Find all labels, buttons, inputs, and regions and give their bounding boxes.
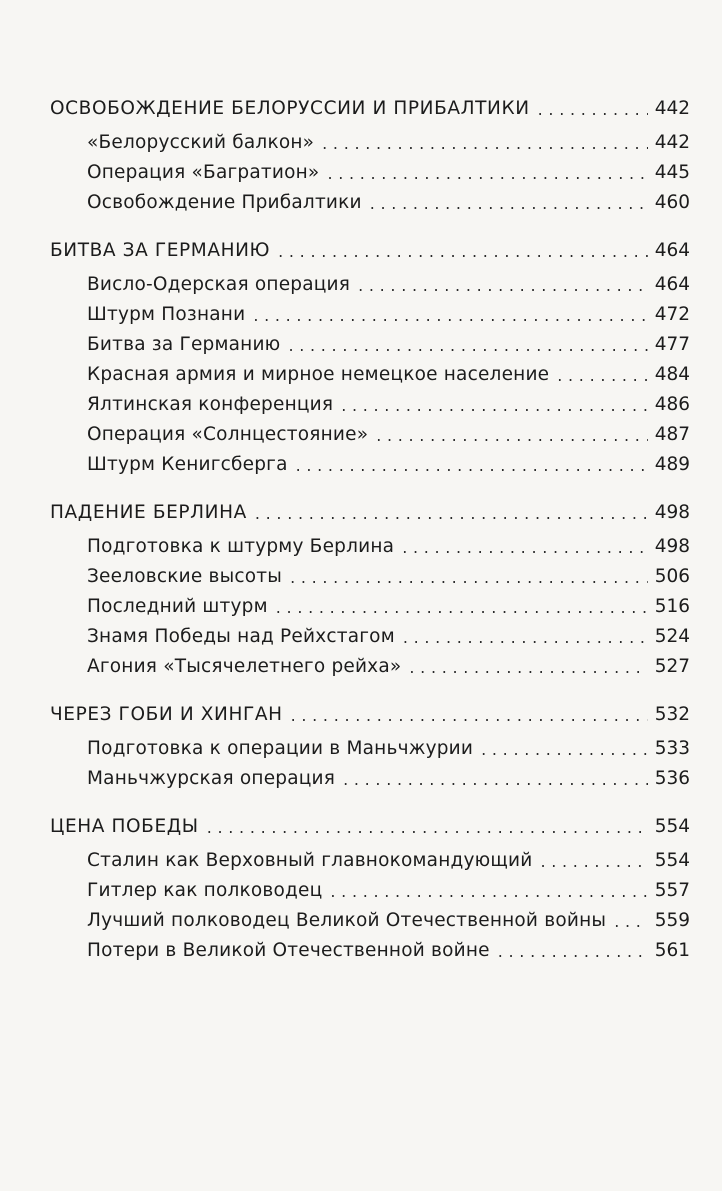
entry-title: Битва за Германию: [87, 334, 281, 355]
dot-leader: [370, 189, 648, 219]
dot-leader: [557, 361, 648, 391]
page-number: 489: [654, 454, 690, 475]
dot-leader: [296, 451, 648, 481]
entry-title: Штурм Кенигсберга: [87, 454, 288, 475]
toc-entry: [50, 128, 690, 158]
table-of-contents: [50, 94, 690, 984]
toc-section-heading: [50, 498, 690, 528]
page-number: 536: [654, 768, 690, 789]
entry-title: Сталин как Верховный главнокомандующий: [87, 850, 533, 871]
page-number: 445: [654, 162, 690, 183]
entry-title: Зееловские высоты: [87, 566, 283, 587]
page-number: 557: [654, 880, 690, 901]
entry-title: Последний штурм: [87, 596, 268, 617]
section-title: БИТВА ЗА ГЕРМАНИЮ: [50, 240, 271, 261]
toc-section: [50, 498, 690, 682]
page-number: 464: [654, 240, 690, 261]
toc-section-heading: [50, 700, 690, 730]
toc-section-heading: [50, 236, 690, 266]
page-number: 532: [654, 704, 690, 725]
dot-leader: [327, 159, 648, 189]
dot-leader: [276, 593, 648, 623]
page-number: 533: [654, 738, 690, 759]
section-title: ЦЕНА ПОБЕДЫ: [50, 816, 199, 837]
page-number: 559: [654, 910, 690, 931]
page-number: 498: [654, 536, 690, 557]
toc-entry: [50, 390, 690, 420]
dot-leader: [278, 237, 648, 267]
page-number: 524: [654, 626, 690, 647]
entry-title: Операция «Солнцестояние»: [87, 424, 369, 445]
dot-leader: [498, 937, 648, 967]
toc-section-heading: [50, 94, 690, 124]
page-number: 477: [654, 334, 690, 355]
section-title: ПАДЕНИЕ БЕРЛИНА: [50, 502, 247, 523]
toc-entry: [50, 592, 690, 622]
dot-leader: [402, 533, 648, 563]
entry-title: Потери в Великой Отечественной войне: [87, 940, 490, 961]
dot-leader: [358, 271, 648, 301]
section-title: ОСВОБОЖДЕНИЕ БЕЛОРУССИИ И ПРИБАЛТИКИ: [50, 98, 530, 119]
toc-entry: [50, 330, 690, 360]
page-number: 460: [654, 192, 690, 213]
dot-leader: [614, 907, 648, 937]
entry-title: Висло-Одерская операция: [87, 274, 351, 295]
toc-entry: [50, 270, 690, 300]
page-number: 554: [654, 816, 690, 837]
entry-title: Штурм Познани: [87, 304, 246, 325]
dot-leader: [481, 735, 648, 765]
toc-section-heading: [50, 812, 690, 842]
dot-leader: [403, 623, 648, 653]
entry-title: Освобождение Прибалтики: [87, 192, 362, 213]
dot-leader: [341, 391, 648, 421]
toc-entry: [50, 764, 690, 794]
toc-entry: [50, 846, 690, 876]
toc-entry: [50, 532, 690, 562]
dot-leader: [538, 95, 648, 125]
toc-entry: [50, 300, 690, 330]
entry-title: Маньчжурская операция: [87, 768, 336, 789]
dot-leader: [540, 847, 648, 877]
dot-leader: [291, 701, 648, 731]
page-number: 442: [654, 132, 690, 153]
dot-leader: [343, 765, 648, 795]
toc-entry: [50, 562, 690, 592]
toc-section: [50, 94, 690, 218]
dot-leader: [409, 653, 648, 683]
entry-title: «Белорусский балкон»: [87, 132, 315, 153]
toc-entry: [50, 360, 690, 390]
dot-leader: [253, 301, 648, 331]
toc-entry: [50, 734, 690, 764]
dot-leader: [207, 813, 648, 843]
page-number: 561: [654, 940, 690, 961]
page-number: 506: [654, 566, 690, 587]
toc-entry: [50, 906, 690, 936]
page-number: 487: [654, 424, 690, 445]
toc-entry: [50, 450, 690, 480]
page-number: 498: [654, 502, 690, 523]
entry-title: Ялтинская конференция: [87, 394, 334, 415]
page-number: 554: [654, 850, 690, 871]
page-number: 516: [654, 596, 690, 617]
page-number: 484: [654, 364, 690, 385]
toc-entry: [50, 652, 690, 682]
entry-title: Знамя Победы над Рейхстагом: [87, 626, 395, 647]
entry-title: Красная армия и мирное немецкое население: [87, 364, 550, 385]
toc-entry: [50, 188, 690, 218]
dot-leader: [290, 563, 648, 593]
toc-entry: [50, 158, 690, 188]
page-number: 464: [654, 274, 690, 295]
page-number: 527: [654, 656, 690, 677]
entry-title: Агония «Тысячелетнего рейха»: [87, 656, 402, 677]
toc-section: [50, 700, 690, 794]
dot-leader: [376, 421, 648, 451]
toc-entry: [50, 420, 690, 450]
page-number: 472: [654, 304, 690, 325]
dot-leader: [255, 499, 648, 529]
section-title: ЧЕРЕЗ ГОБИ И ХИНГАН: [50, 704, 283, 725]
toc-section: [50, 812, 690, 966]
dot-leader: [322, 129, 648, 159]
entry-title: Подготовка к операции в Маньчжурии: [87, 738, 474, 759]
page-number: 486: [654, 394, 690, 415]
dot-leader: [330, 877, 648, 907]
entry-title: Лучший полководец Великой Отечественной войны: [87, 910, 607, 931]
toc-entry: [50, 622, 690, 652]
toc-entry: [50, 876, 690, 906]
page-number: 442: [654, 98, 690, 119]
toc-section: [50, 236, 690, 480]
dot-leader: [288, 331, 648, 361]
entry-title: Подготовка к штурму Берлина: [87, 536, 395, 557]
toc-entry: [50, 936, 690, 966]
entry-title: Гитлер как полководец: [87, 880, 323, 901]
entry-title: Операция «Багратион»: [87, 162, 320, 183]
